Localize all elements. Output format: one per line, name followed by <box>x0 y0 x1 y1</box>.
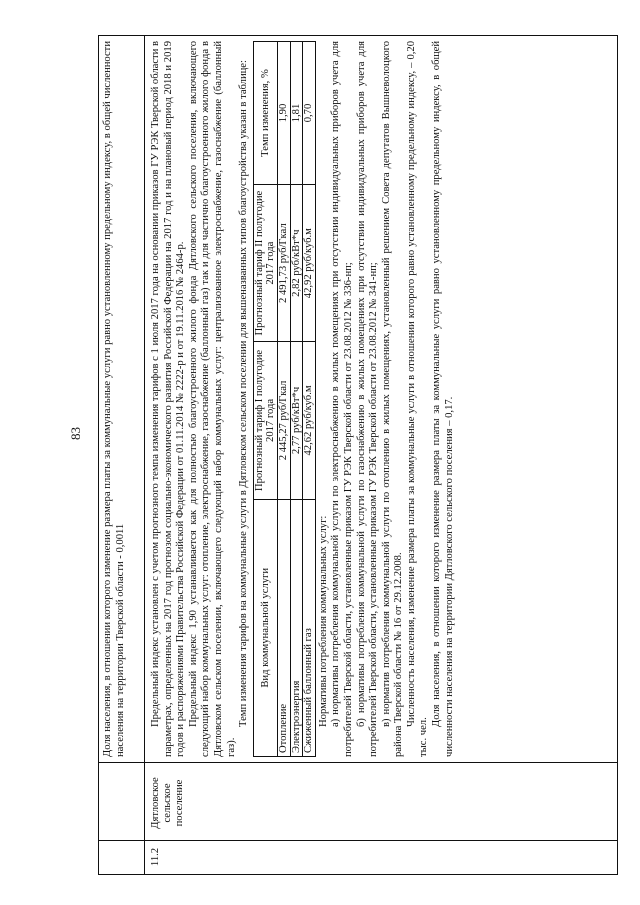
table-cell: 2 491,73 руб/Гкал <box>277 185 290 342</box>
previous-row-text: Доля населения, в отношении которого изменение размера платы за коммунальные услуги равно установленному предельному индексу, в общей численности населения на территории Тверской области - 0,0011 <box>102 41 126 757</box>
row-description <box>150 41 456 757</box>
settlement-name: Дятловское сельское поселение <box>150 777 185 829</box>
table-row <box>290 42 303 757</box>
table-cell: Сжиженный баллонный газ <box>303 499 316 756</box>
paragraph: Предельный индекс установлен с учетом прогнозного темпа изменения тарифов с 1 июля 2017 года на основании приказов ГУ РЭК Тверской области в параметрах, определенных на 2017 год прогнозом социально-экономического развития Российской Федерации на 2017 год и на плановый период 2018 и 2019 годов и распоряжениями Правительства Российской Федерации от 01.11.2014 № 2222-р и от 19.11.2016 № 2464-р. <box>150 41 187 757</box>
paragraph: в) норматив потребления коммунальной услуги по отоплению в жилых помещениях, установленный решением Совета депутатов Вышневолоцкого района Тверской области № 16 от 29.12.2008. <box>380 41 405 757</box>
table-cell: 2,77 руб/кВт*ч <box>290 342 303 499</box>
table-cell: 0,70 <box>303 42 316 185</box>
table-cell: 2 445,27 руб/Гкал <box>277 342 290 499</box>
column-divider <box>98 762 618 763</box>
paragraph: Темп изменения тарифов на коммунальные услуги в Дятловском сельском поселении для вышеназванных типов благоустройства указан в таблице: <box>238 60 250 727</box>
table-cell: Электроэнергия <box>290 499 303 756</box>
table-cell: 1,81 <box>290 42 303 185</box>
table-cell: 1,90 <box>277 42 290 185</box>
row-divider <box>144 35 145 875</box>
column-header: Прогнозный тариф II полугодие 2017 года <box>253 185 277 342</box>
row-number: 11.2 <box>150 847 161 867</box>
paragraph: Предельный индекс 1,90 устанавливается как для полностью благоустроенного жилого фонда Дятловского сельского поселения, включающего следующий набор коммунальных услуг: отопление, электроснабжение, газоснабжение (баллонный газ) так и для частично благоустроенного жилого фонда в Дятловском сельском поселении, включающего следующий набор коммунальных услуг: централизованное электроснабжение, газоснабжение (баллонный газ). <box>187 41 237 757</box>
column-header: Темп изменения, % <box>253 42 277 185</box>
page-number: 83 <box>68 427 83 440</box>
table-header-row <box>253 42 277 757</box>
column-header: Вид коммунальной услуги <box>253 499 277 756</box>
column-header: Прогнозный тариф I полугодие 2017 года <box>253 342 277 499</box>
table-row <box>303 42 316 757</box>
paragraph: Численность населения, изменение размера платы за коммунальные услуги в отношении которого равно установленному предельному индексу, – 0,20 тыс. чел. <box>405 41 430 757</box>
paragraph: Доля населения, в отношении которого изменение размера платы за коммунальные услуги равно установленному предельному индексу, в общей численности населения на территории Дятловского сельского поселения – 0,17. <box>431 41 455 757</box>
tariff-table <box>253 41 316 757</box>
table-cell: 42,62 руб/куб.м <box>303 342 316 499</box>
table-cell: Отопление <box>277 499 290 756</box>
table-row <box>277 42 290 757</box>
table-cell: 2,82 руб/кВт*ч <box>290 185 303 342</box>
paragraph: а) нормативы потребления коммунальной услуги по электроснабжению в жилых помещениях при отсутствии индивидуальных приборов учета для потребителей Тверской области, установленные приказом ГУ РЭК Тверской области от 23.08.2012 № 336-нп; <box>330 41 354 757</box>
paragraph: б) нормативы потребления коммунальной услуги по газоснабжению в жилых помещениях при отсутствии индивидуальных приборов учета для потребителей Тверской области, установленные приказом ГУ РЭК Тверской области от 23.08.2012 № 341-нп; <box>355 41 380 757</box>
landscape-table <box>98 35 618 875</box>
column-divider <box>98 840 618 841</box>
table-cell: 42,92 руб/куб.м <box>303 185 316 342</box>
paragraph: Нормативы потребления коммунальных услуг: <box>317 515 329 727</box>
